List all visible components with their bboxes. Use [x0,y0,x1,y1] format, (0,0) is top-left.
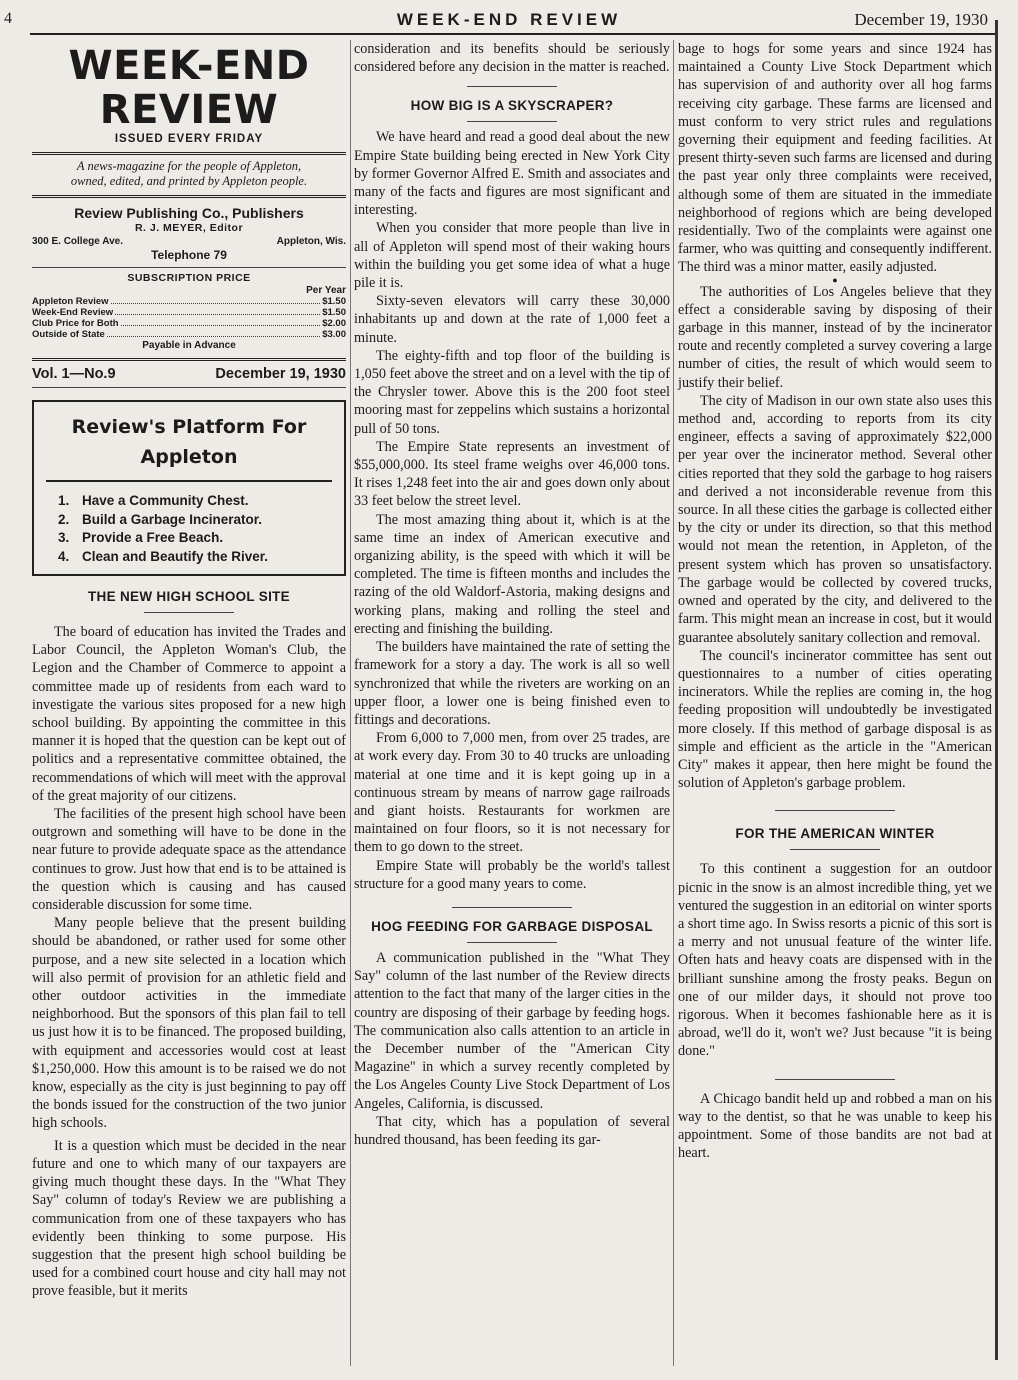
tagline [32,159,346,189]
paragraph: The eighty-fifth and top floor of the building is 1,050 feet above the street and on a level with the tip of the Chrysler tower. Above this is the 200 foot steel mooring mast for zeppelins which sustains a horizontal pull of 50 tons. [354,347,670,437]
address [32,235,346,248]
platform-title-line: Appleton [140,446,238,468]
paragraph: The board of education has invited the Trades and Labor Council, the Appleton Woman's Club, the Legion and the Chamber of Commerce to appoint a committee made up of residents from each ward to investigate the various sites proposed for a new high school building. By appointing the committee in this manner it is hoped that the question can be kept out of politics and a representative committee obtained, the recommendations of which will meet with the approval of the great majority of our citizens. [32,624,347,804]
article-heading: THE NEW HIGH SCHOOL SITE [88,589,290,604]
platform-title-line: Review's Platform For [71,416,307,438]
paragraph: From 6,000 to 7,000 men, from over 25 trades, are at work every day. From 30 to 40 trucks are unloading material at one time and it is kept going up in a continuous stream by means of narrow gage railroads and giant hoists. Restaurants for workmen are maintained on four floors, so it is not necessary for them to go down to the street. [354,730,670,856]
running-date: December 19, 1930 [854,10,988,29]
paragraph: Empire State will probably be the world's tallest structure for a good many years to come. [354,857,670,892]
divider [452,907,572,908]
platform-box [32,400,346,576]
price-row: Appleton Review $1.50 [32,296,346,307]
divider [32,152,346,155]
price-row: Outside of State $3.00 [32,329,346,340]
paragraph: To this continent a suggestion for an outdoor picnic in the snow is an almost incredible thing, yet we ventured the suggestion in an editorial on winter sports a short time ago. In Swiss resorts a picnic of this sort is a merry and not unusual feature of the winter life. Often hats and heavy coats are dispensed with in the brilliant sunshine among the frosty peaks. Begun on one of our milder days, it should not prove too rigorous. When it becomes fashionable here as it is abroad, we'll do it, won't we? Just because "it is being done." [678,861,992,1060]
divider [144,612,234,613]
paragraph: The city of Madison in our own state also uses this method and, according to reports from its city engineer, effects a saving of approximately $22,000 per year over the incinerator method. Several other cities reported that they sold the garbage to hog raisers and derived a not inconsiderable revenue from this source. In all these cities the garbage is collected either by the city or under its direction, so that this method would not mean the retention, in Appleton, of the present system which has proven so unsatisfactory. The garbage would be collected by covered trucks, owned and operated by the city, and delivered to the farm. This might mean an increase in cost, but it would guarantee absolutely sanitary collection and removal. [678,392,992,646]
divider [775,1079,895,1080]
platform-plank: 3. Provide a Free Beach. [58,530,224,545]
paragraph: The builders have maintained the rate of setting the framework for a story a day. The work is all so well synchronized that while the riveters are working on an upper floor, a lower one is being finished even to fittings and decorations. [354,639,670,728]
paragraph: When you consider that more people than live in all of Appleton will spend most of their waking hours within the building you get some idea of what a huge pile it is. [354,220,670,292]
issue-date: December 19, 1930 [215,366,346,382]
article-heading: HOW BIG IS A SKYSCRAPER? [410,98,614,114]
address-street: 300 E. College Ave. [32,236,123,247]
subscription-heading: SUBSCRIPTION PRICE [127,272,251,284]
volume-line [32,365,346,383]
paragraph: The facilities of the present high school have been outgrown and something will have to be done in the near future to provide adequate space as the attendance continues to grow. Just how that end is to be attained is the question which is causing and has caused considerable discussion for some time. [32,806,346,914]
paragraph: We have heard and read a good deal about the new Empire State building being erected in New York City by former Governor Alfred E. Smith and associates and many of the facts and figures are most significant and interesting. [354,129,670,219]
divider [46,480,332,482]
payable-note: Payable in Advance [142,340,236,351]
paragraph: The council's incinerator committee has sent out questionnaires to a number of cities operating incinerators. While the replies are coming in, the hog feeding proposition will undoubtedly be investigated more closely. If this method of garbage disposal is as simple and efficient as the article in the "American City" makes it appear, then here might be found the solution of Appleton's garbage problem. [678,647,992,792]
divider [32,387,346,388]
divider [32,358,346,361]
article-heading: HOG FEEDING FOR GARBAGE DISPOSAL [371,918,653,934]
publisher: Review Publishing Co., Publishers [74,205,304,221]
page-number: 4 [4,10,12,27]
paragraph: Many people believe that the present building should be abandoned, or rather used for some other purpose, and a new site selected in a location which will also permit of provision for an athletic field and other outdoor activities in the immediate neighborhood. But the sponsors of this plan fail to tell us just how it is to be financed. The proposed building, with equipment and accessories would cost at least $1,250,000. How this amount is to be raised we do not know, especially as the city is just beginning to pay off the bonds issued for the construction of the two junior high schools. [32,915,346,1132]
column-1 [32,40,346,1301]
column-divider [673,40,674,1366]
address-city: Appleton, Wis. [276,236,346,247]
paragraph: The Empire State represents an investment of $55,000,000. Its steel frame weighs over 46,000 tons. It rises 1,248 feet into the air and goes down only about 33 feet below the street level. [354,438,670,510]
article-heading: FOR THE AMERICAN WINTER [735,826,935,842]
divider [467,86,557,87]
paragraph: bage to hogs for some years and since 1924 has maintained a County Live Stock Department which has supervision of and authority over all hog farms receiving city garbage. These farms are licensed and must conform to very strict rules and regulations governing their equipment and feeding facilities. At present thirty-seven such farms are licensed and during the past year only three complaints were received, although some of them are situated in the immediate neighborhood of regions which are being developed residentially. Two of the complaints were against one farmer, who was quitting and consequently indifferent. The third was a minor matter, easily adjusted. [678,41,992,276]
column-divider [350,40,351,1366]
running-title: WEEK-END REVIEW [396,10,622,29]
paragraph: The authorities of Los Angeles believe that they effect a considerable saving by disposing of their garbage in this manner, instead of by the incinerator route and recently completed a survey covering a large number of cities, the result of which would seem to justify their belief. [678,283,992,391]
price-row: Week-End Review $1.50 [32,307,346,318]
platform-title [46,412,332,472]
divider [467,121,557,122]
tagline-line: A news-magazine for the people of Appleton, [76,159,302,173]
tagline-line: owned, edited, and printed by Appleton people. [70,174,308,188]
price-row: Club Price for Both $2.00 [32,318,346,329]
platform-plank: 2. Build a Garbage Incinerator. [58,511,263,527]
paragraph: A communication published in the "What They Say" column of the last number of the Review directs attention to the fact that many of the larger cities in the country are disposing of their garbage by feeding hogs. The communication also calls attention to an article in the December number of the "American City Magazine" in which a survey recently completed by the Los Angeles County Live Stock Department of Los Angeles, California, is discussed. [354,949,670,1112]
issued-line: ISSUED EVERY FRIDAY [114,133,264,145]
editor: R. J. MEYER, Editor [134,222,244,234]
per-year-label: Per Year [306,285,346,296]
dot-ornament: ● [832,274,838,285]
paragraph: consideration and its benefits should be seriously considered before any decision in the matter is reached. [354,41,670,76]
paragraph: That city, which has a population of several hundred thousand, has been feeding its gar- [354,1113,670,1148]
paragraph: The most amazing thing about it, which is at the same time an index of American executive and organizing ability, is the speed with which it will be completed. The time is fifteen months and includes the razing of the old Waldorf-Astoria, making designs and working plans, making and rolling the steel and erecting and finishing the building. [354,511,670,637]
paragraph: A Chicago bandit held up and robbed a man on his way to the dentist, so that he was unable to keep his appointment. Some of those bandits are not bad at heart. [678,1090,992,1162]
platform-plank: 1. Have a Community Chest. [58,493,249,508]
divider [775,810,895,811]
divider [32,267,346,268]
masthead-title: WEEK-END REVIEW [68,43,310,133]
paragraph: Sixty-seven elevators will carry these 30,000 inhabitants up and down at the rate of 1,000 feet a minute. [354,293,670,346]
page-header [0,10,1018,32]
platform-plank: 4. Clean and Beautify the River. [58,548,269,564]
column-2 [354,40,670,1149]
telephone: Telephone 79 [151,248,227,262]
divider [467,942,557,943]
header-rule [30,33,996,35]
divider [790,849,880,850]
column-3 [678,40,992,1162]
binding-edge [995,20,998,1360]
divider [32,195,346,198]
paragraph: It is a question which must be decided in the near future and one to which many of our taxpayers are giving much thought these days. In the "What They Say" column of today's Review we are publishing a communication from one of these taxpayers who has evidently been thinking to some purpose. His suggestion that the present high school building be used for a combined court house and city hall may not prove feasible, but it merits [32,1137,346,1300]
volume-number: Vol. 1—No.9 [32,366,116,382]
